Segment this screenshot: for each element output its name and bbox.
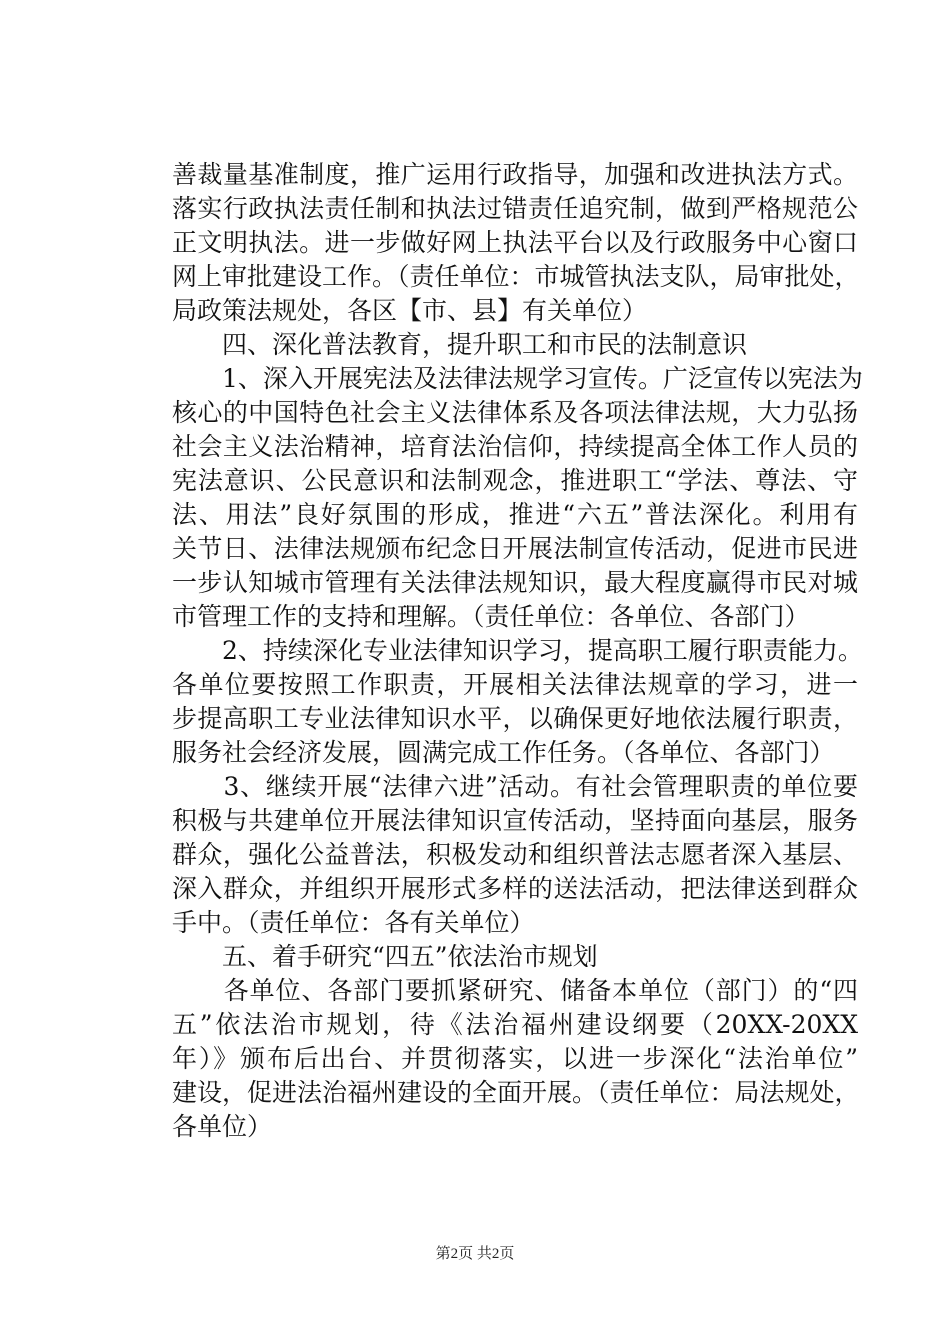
text-line: 3、继续开展“法律六进”活动。有社会管理职责的单位要 <box>172 772 858 801</box>
text-line: 核心的中国特色社会主义法律体系及各项法律法规，大力弘扬 <box>172 398 858 427</box>
text-line: 建设，促进法治福州建设的全面开展。（责任单位：局法规处， <box>172 1078 860 1107</box>
text-line: 五”依法治市规划，待《法治福州建设纲要（20XX-20XX <box>172 1010 858 1039</box>
text-line: 积极与共建单位开展法律知识宣传活动，坚持面向基层，服务 <box>172 806 858 835</box>
text-line: 落实行政执法责任制和执法过错责任追究制，做到严格规范公 <box>172 194 858 223</box>
text-line: 正文明执法。进一步做好网上执法平台以及行政服务中心窗口 <box>172 228 858 257</box>
text-line: 善裁量基准制度，推广运用行政指导，加强和改进执法方式。 <box>172 160 858 189</box>
text-line: 群众，强化公益普法，积极发动和组织普法志愿者深入基层、 <box>172 840 858 869</box>
text-line: 2、持续深化专业法律知识学习，提高职工履行职责能力。 <box>172 636 863 665</box>
section-heading-4: 四、深化普法教育，提升职工和市民的法制意识 <box>172 330 748 359</box>
text-line: 步提高职工专业法律知识水平，以确保更好地依法履行职责， <box>172 704 858 733</box>
text-line: 法、用法”良好氛围的形成，推进“六五”普法深化。利用有 <box>172 500 858 529</box>
text-line: 深入群众，并组织开展形式多样的送法活动，把法律送到群众 <box>172 874 858 903</box>
text-line: 宪法意识、公民意识和法制观念，推进职工“学法、尊法、守 <box>172 466 858 495</box>
text-line: 社会主义法治精神，培育法治信仰，持续提高全体工作人员的 <box>172 432 858 461</box>
text-line: 各单位） <box>172 1112 273 1141</box>
text-line: 年）》颁布后出台、并贯彻落实，以进一步深化“法治单位” <box>172 1044 858 1073</box>
text-line: 服务社会经济发展，圆满完成工作任务。（各单位、各部门） <box>172 738 835 767</box>
text-line: 一步认知城市管理有关法律法规知识，最大程度赢得市民对城 <box>172 568 858 597</box>
text-line: 网上审批建设工作。（责任单位：市城管执法支队，局审批处， <box>172 262 860 291</box>
text-line: 市管理工作的支持和理解。（责任单位：各单位、各部门） <box>172 602 810 631</box>
text-line: 关节日、法律法规颁布纪念日开展法制宣传活动，促进市民进 <box>172 534 858 563</box>
text-line: 局政策法规处，各区【市、县】有关单位） <box>172 296 648 325</box>
text-line: 各单位要按照工作职责，开展相关法律法规章的学习，进一 <box>172 670 858 699</box>
text-line: 1、深入开展宪法及法律法规学习宣传。广泛宣传以宪法为 <box>172 364 863 393</box>
text-line: 各单位、各部门要抓紧研究、储备本单位（部门）的“四 <box>172 976 858 1005</box>
text-line: 手中。（责任单位：各有关单位） <box>172 908 535 937</box>
page-number-footer: 第2页 共2页 <box>435 1246 515 1262</box>
body-text <box>172 158 863 1144</box>
section-heading-5: 五、着手研究“四五”依法治市规划 <box>172 942 598 971</box>
